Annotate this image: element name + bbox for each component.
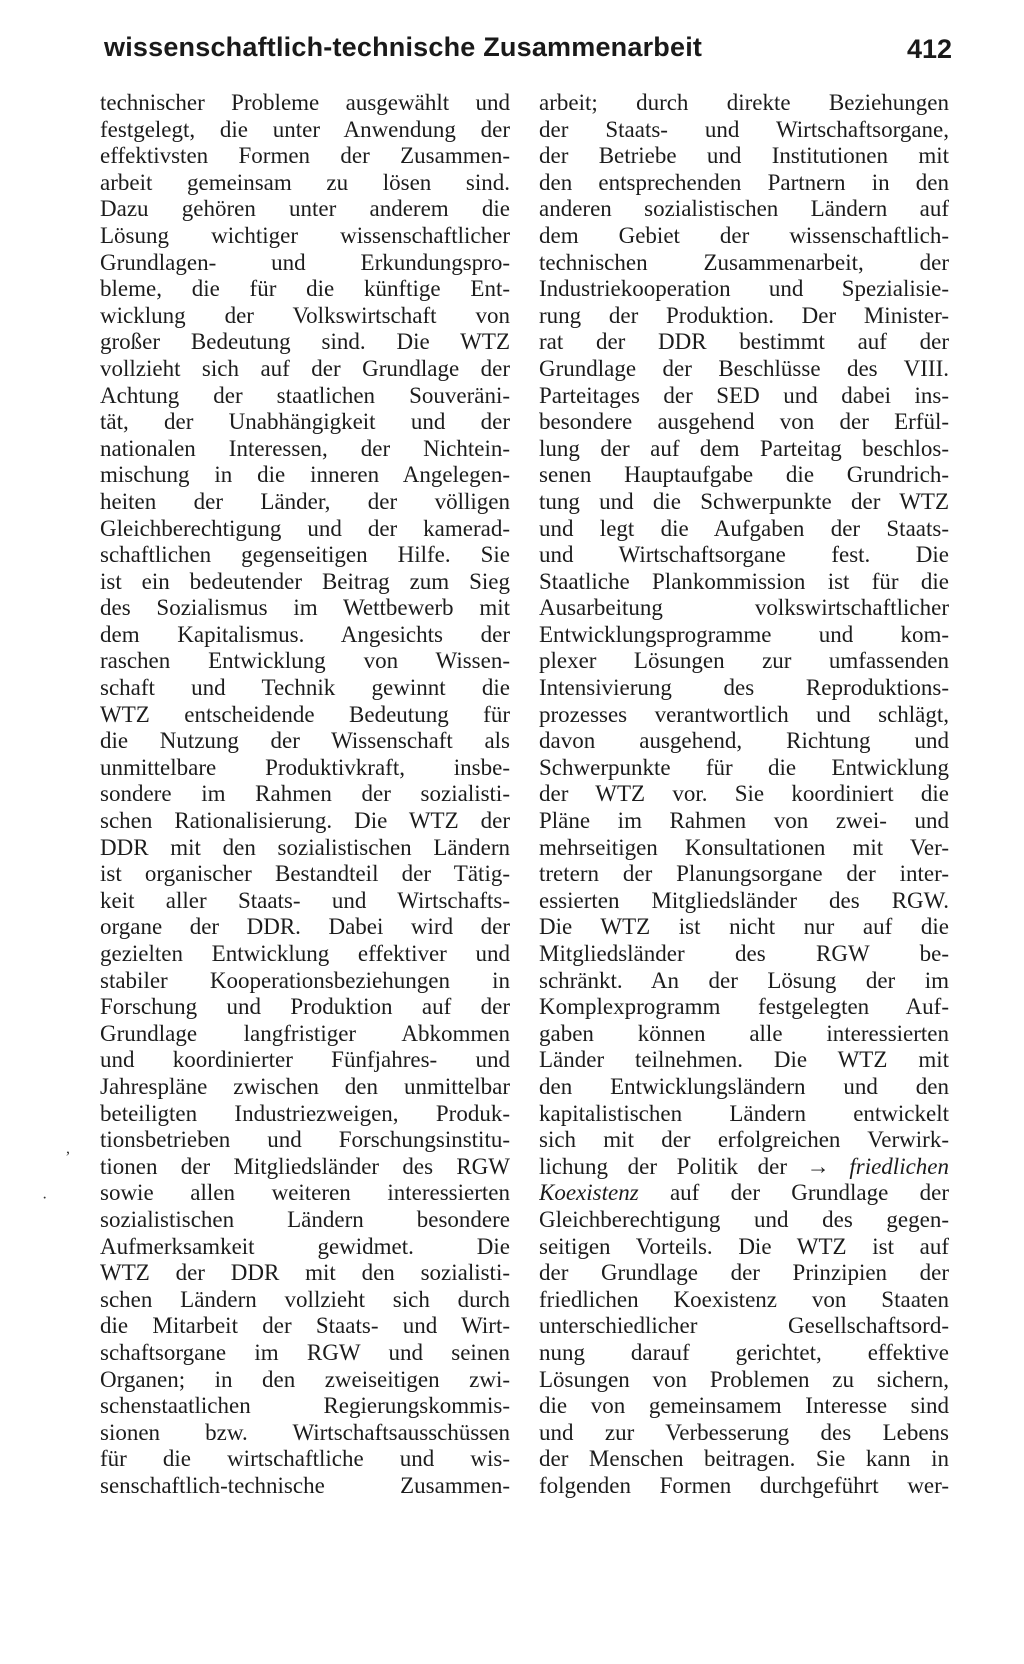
text-line: Lösungen von Problemen zu sichern, xyxy=(539,1366,949,1392)
text-line: arbeit gemeinsam zu lösen sind. xyxy=(100,169,510,195)
text-line: Dazu gehören unter anderem die xyxy=(100,196,510,222)
text-line: effektivsten Formen der Zusammen- xyxy=(100,143,510,169)
text-line: Jahrespläne zwischen den unmittelbar xyxy=(100,1073,510,1099)
text-line: schen Ländern vollzieht sich durch xyxy=(100,1286,510,1312)
text-line: beteiligten Industriezweigen, Produk- xyxy=(100,1100,510,1126)
text-line: Lösung wichtiger wissenschaftlicher xyxy=(100,222,510,248)
crossref-link[interactable]: friedlichen xyxy=(849,1153,949,1179)
text-line: heiten der Länder, der völligen xyxy=(100,488,510,514)
text-line: seitigen Vorteils. Die WTZ ist auf xyxy=(539,1233,949,1259)
text-line: Achtung der staatlichen Souveräni- xyxy=(100,382,510,408)
text-line: Grundlage langfristiger Abkommen xyxy=(100,1020,510,1046)
text-line: arbeit; durch direkte Beziehungen xyxy=(539,90,949,115)
text-line: Mitgliedsländer des RGW be- xyxy=(539,941,949,966)
text-line: tung und die Schwerpunkte der WTZ xyxy=(539,488,949,514)
text-line: sozialistischen Ländern besondere xyxy=(100,1206,510,1232)
text-line: der Grundlage der Prinzipien der xyxy=(539,1260,949,1286)
text-line: WTZ entscheidende Bedeutung für xyxy=(100,701,510,727)
text-line: Länder teilnehmen. Die WTZ mit xyxy=(539,1047,949,1073)
text-line: der Menschen beitragen. Sie kann in xyxy=(539,1446,949,1472)
text-line: WTZ der DDR mit den sozialisti- xyxy=(100,1260,510,1286)
text-line: Forschung und Produktion auf der xyxy=(100,994,510,1020)
text-line: mischung in die inneren Angelegen- xyxy=(100,462,510,488)
text-line: des Sozialismus im Wettbewerb mit xyxy=(100,595,510,621)
text-line: kapitalistischen Ländern entwickelt xyxy=(539,1100,949,1126)
text-line: sionen bzw. Wirtschaftsausschüssen xyxy=(100,1419,510,1445)
scan-speck: , xyxy=(66,1140,70,1157)
text-line: sich mit der erfolgreichen Verwirk- xyxy=(539,1127,949,1153)
text-line: Grundlagen- und Erkundungspro- xyxy=(100,249,510,275)
right-column xyxy=(539,90,949,1499)
text-line: folgenden Formen durchgeführt wer- xyxy=(539,1472,949,1498)
text-line: schaft und Technik gewinnt die xyxy=(100,675,510,701)
text-line: gaben können alle interessierten xyxy=(539,1020,949,1046)
text-line: essierten Mitgliedsländer des RGW. xyxy=(539,887,949,913)
text-fragment: lichung der Politik der xyxy=(539,1153,788,1179)
text-line: für die wirtschaftliche und wis- xyxy=(100,1446,510,1472)
text-line: und zur Verbesserung des Lebens xyxy=(539,1419,949,1445)
text-line: und legt die Aufgaben der Staats- xyxy=(539,515,949,541)
text-line: bleme, die für die künftige Ent- xyxy=(100,276,510,302)
text-line: Ausarbeitung volkswirtschaftlicher xyxy=(539,595,949,621)
text-line: unterschiedlicher Gesellschaftsord- xyxy=(539,1313,949,1339)
text-line: schaftlichen gegenseitigen Hilfe. Sie xyxy=(100,542,510,568)
text-line: den entsprechenden Partnern in den xyxy=(539,169,949,195)
left-column xyxy=(100,90,510,1499)
text-line: DDR mit den sozialistischen Ländern xyxy=(100,834,510,860)
text-line: ist organischer Bestandteil der Tätig- xyxy=(100,861,510,887)
text-line: großer Bedeutung sind. Die WTZ xyxy=(100,329,510,355)
text-line: keit aller Staats- und Wirtschafts- xyxy=(100,887,510,913)
text-line: schränkt. An der Lösung der im xyxy=(539,967,949,993)
text-line: Komplexprogramm festgelegten Auf- xyxy=(539,994,949,1020)
text-line: tät, der Unabhängigkeit und der xyxy=(100,409,510,435)
text-line: der WTZ vor. Sie koordiniert die xyxy=(539,781,949,807)
text-line: dem Gebiet der wissenschaftlich- xyxy=(539,222,949,248)
text-line-crossref xyxy=(539,1180,949,1207)
text-line: und Wirtschaftsorgane fest. Die xyxy=(539,542,949,568)
text-line: nung darauf gerichtet, effektive xyxy=(539,1339,949,1365)
crossref-link[interactable]: Koexistenz xyxy=(539,1180,639,1206)
text-line: nationalen Interessen, der Nichtein- xyxy=(100,435,510,461)
crossref-arrow-icon: → xyxy=(806,1153,830,1179)
text-line: technischen Zusammenarbeit, der xyxy=(539,249,949,275)
text-line: raschen Entwicklung von Wissen- xyxy=(100,648,510,674)
text-line: Intensivierung des Reproduktions- xyxy=(539,675,949,701)
text-line: rung der Produktion. Der Minister- xyxy=(539,302,949,328)
text-line: dem Kapitalismus. Angesichts der xyxy=(100,621,510,647)
text-line: senschaftlich-technische Zusammen- xyxy=(100,1472,510,1498)
text-line: mehrseitigen Konsultationen mit Ver- xyxy=(539,834,949,860)
text-line: lung der auf dem Parteitag beschlos- xyxy=(539,435,949,461)
text-line: Organen; in den zweiseitigen zwi- xyxy=(100,1366,510,1392)
text-line: Pläne im Rahmen von zwei- und xyxy=(539,808,949,834)
text-line: senen Hauptaufgabe die Grundrich- xyxy=(539,462,949,488)
text-line: ist ein bedeutender Beitrag zum Sieg xyxy=(100,568,510,594)
text-line: Gleichberechtigung und des gegen- xyxy=(539,1206,949,1232)
text-line: und koordinierter Fünfjahres- und xyxy=(100,1047,510,1073)
text-line: gezielten Entwicklung effektiver und xyxy=(100,941,510,966)
page-number: 412 xyxy=(906,34,952,64)
text-line: tretern der Planungsorgane der inter- xyxy=(539,861,949,887)
running-header-title: wissenschaftlich-technische Zusammenarbeit xyxy=(104,32,703,62)
text-line: den Entwicklungsländern und den xyxy=(539,1073,949,1099)
text-line: unmittelbare Produktivkraft, insbe- xyxy=(100,754,510,780)
text-line: vollzieht sich auf der Grundlage der xyxy=(100,355,510,381)
text-line: technischer Probleme ausgewählt und xyxy=(100,90,510,115)
text-line-crossref xyxy=(539,1154,949,1181)
text-line: Industriekooperation und Spezialisie- xyxy=(539,276,949,302)
text-line: sondere im Rahmen der sozialisti- xyxy=(100,781,510,807)
text-line: plexer Lösungen zur umfassenden xyxy=(539,648,949,674)
text-line: Schwerpunkte für die Entwicklung xyxy=(539,754,949,780)
text-line: schaftsorgane im RGW und seinen xyxy=(100,1339,510,1365)
text-line: wicklung der Volkswirtschaft von xyxy=(100,302,510,328)
scan-speck: · xyxy=(42,1190,48,1207)
text-line: die Nutzung der Wissenschaft als xyxy=(100,728,510,754)
text-line: besondere ausgehend von der Erfül- xyxy=(539,409,949,435)
text-line: anderen sozialistischen Ländern auf xyxy=(539,196,949,222)
text-line: Grundlage der Beschlüsse des VIII. xyxy=(539,355,949,381)
text-line: tionen der Mitgliedsländer des RGW xyxy=(100,1153,510,1179)
text-line: schen Rationalisierung. Die WTZ der xyxy=(100,808,510,834)
text-line: stabiler Kooperationsbeziehungen in xyxy=(100,967,510,993)
text-line: schenstaatlichen Regierungskommis- xyxy=(100,1393,510,1419)
text-line: prozesses verantwortlich und schlägt, xyxy=(539,701,949,727)
text-line: tionsbetrieben und Forschungsinstitu- xyxy=(100,1127,510,1153)
text-line: Entwicklungsprogramme und kom- xyxy=(539,621,949,647)
text-line: rat der DDR bestimmt auf der xyxy=(539,329,949,355)
text-fragment: auf der Grundlage der xyxy=(669,1180,949,1206)
text-line: Gleichberechtigung und der kamerad- xyxy=(100,515,510,541)
text-line: der Betriebe und Institutionen mit xyxy=(539,143,949,169)
text-line: sowie allen weiteren interessierten xyxy=(100,1180,510,1206)
text-line: organe der DDR. Dabei wird der xyxy=(100,914,510,940)
text-line: friedlichen Koexistenz von Staaten xyxy=(539,1286,949,1312)
text-line: die Mitarbeit der Staats- und Wirt- xyxy=(100,1313,510,1339)
text-line: Parteitages der SED und dabei ins- xyxy=(539,382,949,408)
text-line: davon ausgehend, Richtung und xyxy=(539,728,949,754)
text-line: Staatliche Plankommission ist für die xyxy=(539,568,949,594)
text-line: festgelegt, die unter Anwendung der xyxy=(100,116,510,142)
text-line: der Staats- und Wirtschaftsorgane, xyxy=(539,116,949,142)
text-line: Die WTZ ist nicht nur auf die xyxy=(539,914,949,940)
text-line: Aufmerksamkeit gewidmet. Die xyxy=(100,1233,510,1259)
text-line: die von gemeinsamem Interesse sind xyxy=(539,1393,949,1419)
